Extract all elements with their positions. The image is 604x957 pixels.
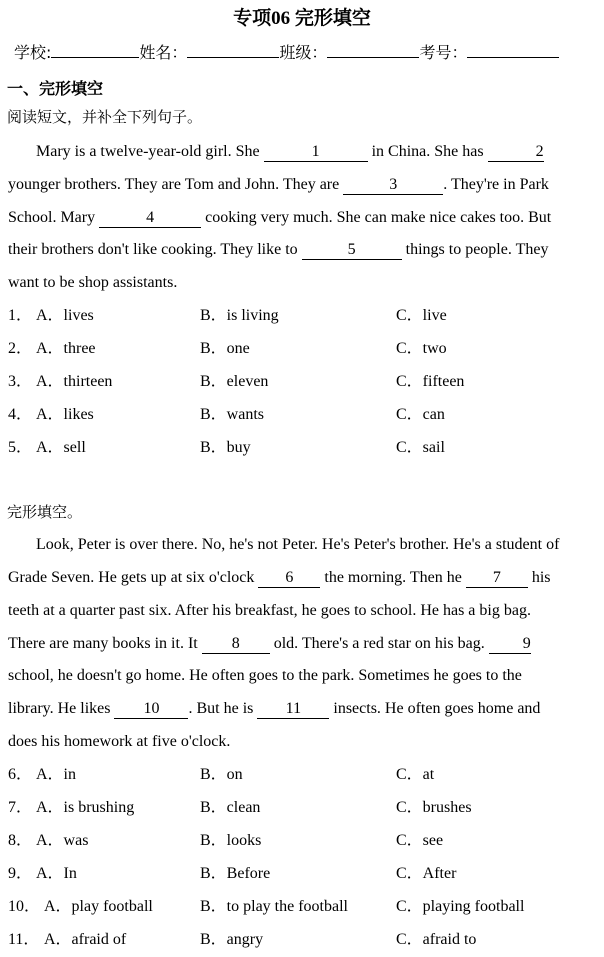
option-a[interactable]: A．is brushing: [36, 799, 135, 816]
number-label: 考号：: [419, 43, 468, 62]
blank-10[interactable]: 10: [114, 700, 188, 719]
passage2-line: school, he doesn't go home. He often goes to the park. Sometimes he goes to the: [8, 667, 522, 684]
text-segment: . But he is: [188, 700, 254, 717]
blank-9[interactable]: 9: [489, 635, 531, 654]
option-a[interactable]: A．afraid of: [44, 931, 127, 948]
blank-5[interactable]: 5: [302, 241, 402, 260]
passage2-line: [8, 634, 531, 654]
option-a[interactable]: A．likes: [36, 406, 94, 423]
question-number: 5．: [8, 439, 33, 456]
passage1-instruction: 阅读短文，并补全下列句子。: [7, 108, 203, 126]
option-a[interactable]: A．play football: [44, 898, 153, 915]
blank-11[interactable]: 11: [257, 700, 329, 719]
page-title: 专项06 完形填空: [233, 8, 371, 29]
text-segment: Grade Seven. He gets up at six o'clock: [8, 569, 255, 586]
question-number: 4．: [8, 406, 33, 423]
option-c[interactable]: C．fifteen: [396, 373, 465, 390]
text-segment: cooking very much. She can make nice cakes too. But: [205, 209, 552, 226]
name-label: 姓名：: [139, 43, 188, 62]
question-number: 10．: [8, 898, 41, 915]
text-segment: the morning. Then he: [324, 569, 462, 586]
option-b[interactable]: B．one: [200, 340, 250, 357]
option-b[interactable]: B．is living: [200, 307, 279, 324]
passage1-line: [36, 142, 544, 162]
option-b[interactable]: B．on: [200, 766, 243, 783]
option-a[interactable]: A．lives: [36, 307, 94, 324]
option-a[interactable]: A．sell: [36, 439, 86, 456]
passage1-line: [8, 208, 551, 228]
text-segment: old. There's a red star on his bag.: [273, 635, 485, 652]
question-number: 7．: [8, 799, 33, 816]
question-number: 1．: [8, 307, 33, 324]
section-heading: 一、完形填空: [7, 79, 104, 98]
passage1-line: [8, 175, 549, 195]
text-segment: younger brothers. They are Tom and John. They are: [8, 176, 340, 193]
question-number: 3．: [8, 373, 33, 390]
passage2-line: teeth at a quarter past six. After his breakfast, he goes to school. He has a big bag.: [8, 602, 531, 619]
student-info-line: [14, 40, 559, 63]
text-segment: Mary is a twelve-year-old girl. She: [36, 143, 260, 160]
question-number: 9．: [8, 865, 33, 882]
text-segment: things to people. They: [405, 241, 549, 258]
option-a[interactable]: A．three: [36, 340, 96, 357]
passage2-line: does his homework at five o'clock.: [8, 733, 231, 750]
option-a[interactable]: A．In: [36, 865, 77, 882]
text-segment: his: [531, 569, 551, 586]
option-b[interactable]: B．angry: [200, 931, 264, 948]
text-segment: insects. He often goes home and: [333, 700, 541, 717]
blank-7[interactable]: 7: [466, 569, 528, 588]
text-segment: . They're in Park: [443, 176, 549, 193]
text-segment: School. Mary: [8, 209, 96, 226]
option-c[interactable]: C．two: [396, 340, 447, 357]
option-c[interactable]: C．can: [396, 406, 445, 423]
blank-3[interactable]: 3: [343, 176, 443, 195]
blank-6[interactable]: 6: [258, 569, 320, 588]
blank-1[interactable]: 1: [264, 143, 368, 162]
school-label: 学校:: [14, 43, 52, 62]
class-blank[interactable]: [327, 43, 419, 58]
option-b[interactable]: B．looks: [200, 832, 262, 849]
passage2-line: Look, Peter is over there. No, he's not Peter. He's Peter's brother. He's a student of: [36, 536, 560, 553]
question-number: 8．: [8, 832, 33, 849]
option-c[interactable]: C．afraid to: [396, 931, 477, 948]
option-a[interactable]: A．in: [36, 766, 77, 783]
option-b[interactable]: B．Before: [200, 865, 271, 882]
option-c[interactable]: C．at: [396, 766, 435, 783]
option-c[interactable]: C．see: [396, 832, 444, 849]
option-c[interactable]: C．live: [396, 307, 447, 324]
text-segment: library. He likes: [8, 700, 111, 717]
option-c[interactable]: C．brushes: [396, 799, 472, 816]
question-number: 2．: [8, 340, 33, 357]
option-b[interactable]: B．to play the football: [200, 898, 348, 915]
blank-8[interactable]: 8: [202, 635, 270, 654]
number-blank[interactable]: [467, 43, 559, 58]
option-a[interactable]: A．was: [36, 832, 89, 849]
blank-4[interactable]: 4: [99, 209, 201, 228]
passage2-line: [8, 568, 551, 588]
option-a[interactable]: A．thirteen: [36, 373, 113, 390]
option-b[interactable]: B．clean: [200, 799, 261, 816]
option-b[interactable]: B．eleven: [200, 373, 269, 390]
passage2-instruction: 完形填空。: [7, 503, 83, 521]
option-c[interactable]: C．playing football: [396, 898, 525, 915]
blank-2[interactable]: 2: [488, 143, 544, 162]
option-b[interactable]: B．wants: [200, 406, 265, 423]
question-number: 11．: [8, 931, 40, 948]
option-c[interactable]: C．After: [396, 865, 457, 882]
text-segment: in China. She has: [371, 143, 484, 160]
passage1-line: want to be shop assistants.: [8, 274, 178, 291]
option-c[interactable]: C．sail: [396, 439, 445, 456]
name-blank[interactable]: [187, 43, 279, 58]
option-b[interactable]: B．buy: [200, 439, 251, 456]
school-blank[interactable]: [51, 43, 139, 58]
text-segment: There are many books in it. It: [8, 635, 198, 652]
passage2-line: [8, 699, 540, 719]
class-label: 班级：: [279, 43, 328, 62]
passage1-line: [8, 240, 548, 260]
text-segment: their brothers don't like cooking. They like to: [8, 241, 298, 258]
question-number: 6．: [8, 766, 33, 783]
